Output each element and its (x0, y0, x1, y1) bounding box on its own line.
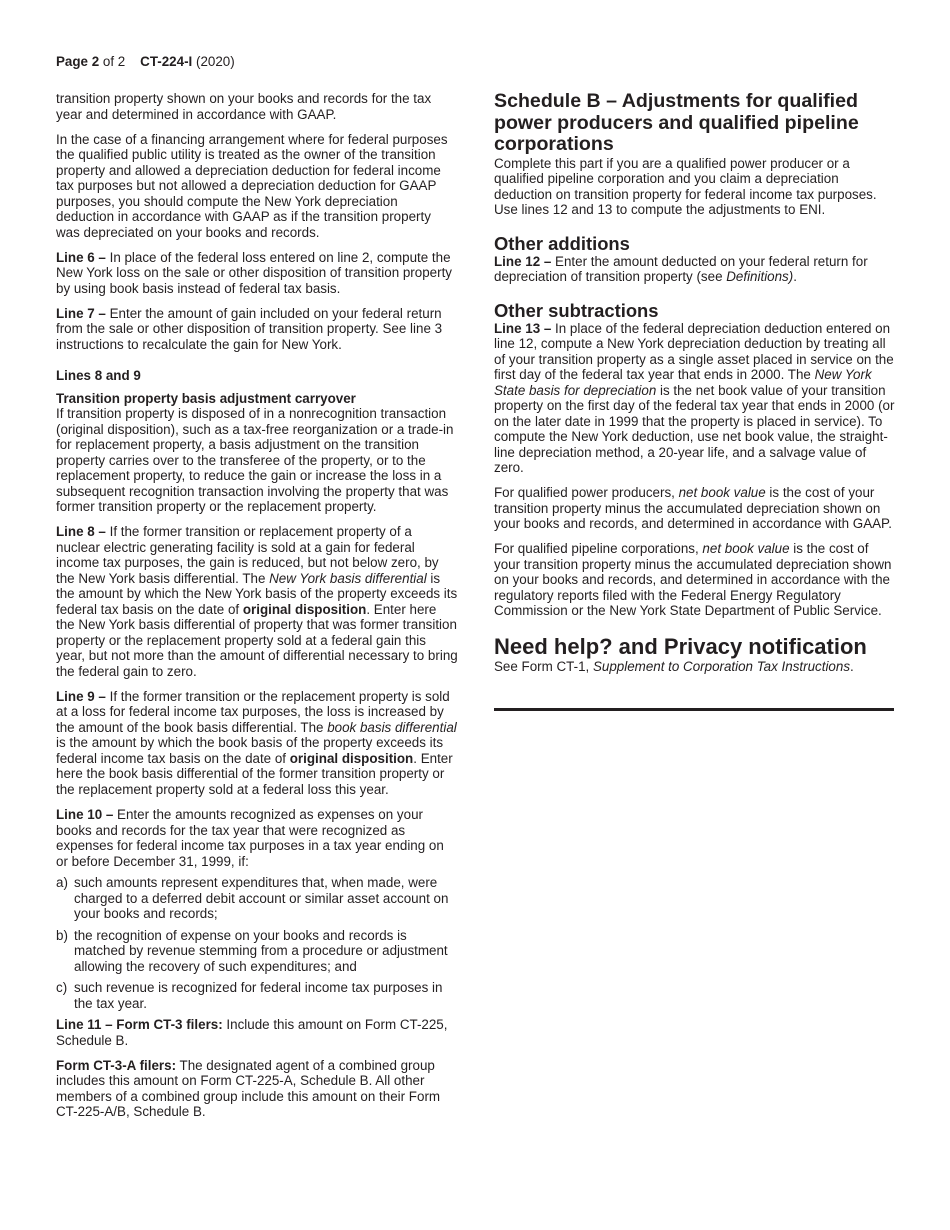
other-additions-title: Other additions (494, 232, 630, 254)
line-9-label: Line 9 – (56, 688, 106, 704)
carryover-paragraph: If transition property is disposed of in a nonrecognition transaction (original disposition), such as a tax-free reorganization or a trade-in for replacement property, a basis adjustment on the transition property carries over to the transferee of the property, or to the replacement property, to reduce the gain or increase the loss in a subsequent recognition transaction involving the property that was former transition property or the replacement property. (56, 406, 454, 515)
page-total: of 2 (102, 54, 126, 69)
line-12-label: Line 12 – (494, 253, 552, 269)
financing-paragraph: In the case of a financing arrangement where for federal purposes the qualified public utility is treated as the owner of the transition property and allowed a depreciation deduction for federal income tax purposes but not allowed a depreciation deduction for GAAP purposes, you should compute the New York depreciation deduction in accordance with GAAP as if the transition property was depreciated on your books and records. (56, 131, 448, 240)
form-id: CT-224-I (140, 54, 193, 69)
line-7-paragraph: Line 7 – Enter the amount of gain included on your federal return from the sale or other disposition of transition property. See line 3 instructions to recalculate the gain for New York. (56, 305, 443, 352)
right-column (494, 91, 898, 711)
help-privacy-title: Need help? and Privacy notification (494, 633, 867, 659)
pipeline-paragraph: For qualified pipeline corporations, net book value is the cost of your transition property minus the accumulated depreciation shown on your books and records, and determined in accordance with the regulatory reports filed with the Federal Energy Regulatory Commission or the New York State Department of Public Service. (494, 541, 892, 619)
ct3a-label: Form CT-3-A filers: (56, 1057, 177, 1073)
page-header (56, 54, 235, 70)
list-item: b) the recognition of expense on your books and records is matched by revenue stemming from a procedure or adjustment allowing the recovery of such expenditures; and (56, 927, 448, 974)
line-10-label: Line 10 – (56, 807, 114, 823)
schedule-b-intro: Complete this part if you are a qualified power producer or a qualified pipeline corporation and you claim a depreciation deduction on transition property for federal income tax purposes. Use lines 12 and 13 to compute the adjustments to ENI. (494, 155, 877, 217)
line-6-paragraph: Line 6 – In place of the federal loss entered on line 2, compute the New York loss on the sale or other disposition of transition property by using book basis instead of federal tax basis. (56, 249, 452, 296)
line-11-paragraph: Line 11 – Form CT-3 filers: Include this amount on Form CT-225, Schedule B. (56, 1017, 448, 1048)
help-paragraph: See Form CT-1, Supplement to Corporation Tax Instructions. (494, 658, 854, 674)
schedule-b-title: Schedule B – Adjustments for qualified power producers and qualified pipeline corporations (494, 90, 859, 155)
carryover-heading: Transition property basis adjustment carryover (56, 390, 356, 406)
divider-rule (494, 708, 894, 711)
page-number: Page 2 (56, 54, 100, 69)
lines-8-9-heading: Lines 8 and 9 (56, 368, 141, 384)
other-subtractions-title: Other subtractions (494, 299, 659, 321)
continued-paragraph: transition property shown on your books and records for the tax year and determined in accordance with GAAP. (56, 91, 432, 122)
line-10-conditions-list (56, 875, 458, 1011)
line-6-label: Line 6 – (56, 249, 106, 265)
line-13-label: Line 13 – (494, 320, 552, 336)
power-producers-paragraph: For qualified power producers, net book value is the cost of your transition property minus the accumulated depreciation shown on your books and records, and determined in accordance with GAAP. (494, 485, 892, 532)
line-7-label: Line 7 – (56, 305, 106, 321)
line-8-paragraph: Line 8 – If the former transition or replacement property of a nuclear electric generating facility is sold at a gain for federal income tax purposes, the gain is reduced, but not below zero, by the New York basis differential. The New York basis differential is the amount by which the New York basis of the property exceeds its federal tax basis on the date of original disposition. Enter here the New York basis differential of property that was former transition property or the replacement property sold at a federal gain this year, but not more than the amount of differential necessary to bring the federal gain to zero. (56, 524, 458, 679)
line-8-label: Line 8 – (56, 524, 106, 540)
form-year: (2020) (195, 54, 235, 69)
line-10-paragraph: Line 10 – Enter the amounts recognized as expenses on your books and records for the tax year that were recognized as expenses for federal income tax purposes in a tax year ending on or before December 31, 1999, if: (56, 807, 444, 869)
left-column (56, 91, 458, 1129)
line-9-paragraph: Line 9 – If the former transition or the replacement property is sold at a loss for federal income tax purposes, the loss is increased by the amount of the book basis differential. The book basis differential is the amount by which the book basis of the property exceeds its federal income tax basis on the date of original disposition. Enter here the book basis differential of the former transition property or the replacement property sold at a federal loss this year. (56, 688, 457, 797)
line-13-paragraph: Line 13 – In place of the federal depreciation deduction entered on line 12, compute a New York depreciation deduction by treating all of your transition property as a single asset placed in service on the first day of the federal tax year that ends in 2000. The New York State basis for depreciation is the net book value of your transition property on the first day of the federal tax year that ends in 2000 (or on the later date in 1999 that the property is placed in service). To compute the New York deduction, use net book value, the straight-line depreciation method, a 20-year life, and a salvage value of zero. (494, 320, 895, 475)
list-item: c) such revenue is recognized for federal income tax purposes in the tax year. (56, 980, 443, 1011)
line-11-label: Line 11 – Form CT-3 filers: (56, 1017, 223, 1033)
ct3a-paragraph: Form CT-3-A filers: The designated agent of a combined group includes this amount on Form CT-225-A, Schedule B. All other members of a combined group include this amount on their Form CT-225-A/B, Schedule B. (56, 1057, 441, 1120)
line-12-paragraph: Line 12 – Enter the amount deducted on your federal return for depreciation of transition property (see Definitions). (494, 253, 868, 284)
list-item: a) such amounts represent expenditures that, when made, were charged to a deferred debit account or similar asset account on your books and records; (56, 875, 449, 922)
